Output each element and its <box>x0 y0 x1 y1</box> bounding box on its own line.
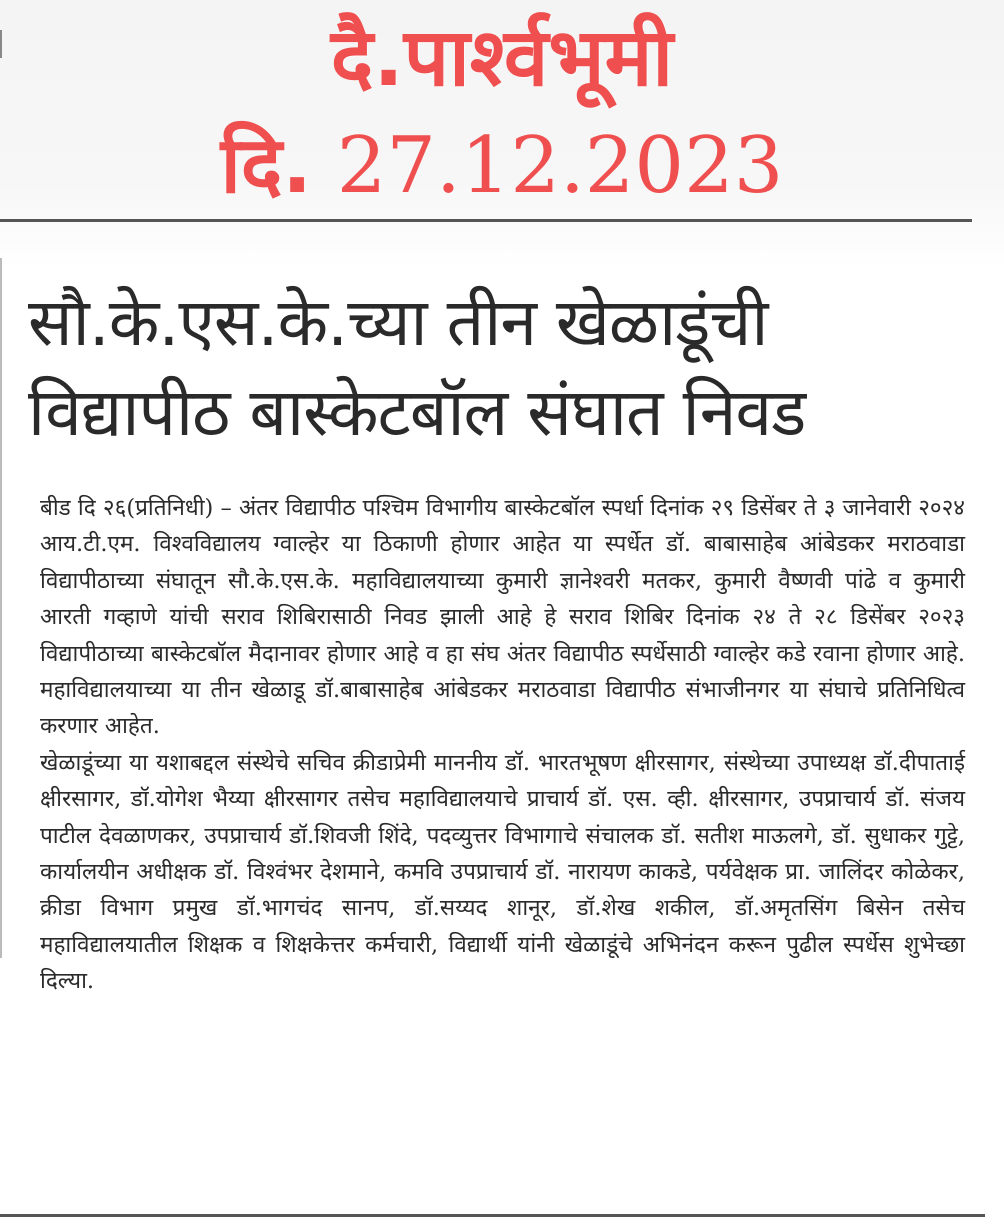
top-divider <box>0 219 972 222</box>
article-paragraph-2: खेळाडूंच्या या यशाबद्दल संस्थेचे सचिव क्रीडाप्रेमी माननीय डॉ. भारतभूषण क्षीरसागर, संस्थेच्या उपाध्यक्ष डॉ.दीपाताई क्षीरसागर, डॉ.योगेश भैय्या क्षीरसागर तसेच महाविद्यालयाचे प्राचार्य डॉ. एस. व्ही. क्षीरसागर, उपप्राचार्य डॉ. संजय पाटील देवळाणकर, उपप्राचार्य डॉ.शिवजी शिंदे, पदव्युत्तर विभागाचे संचालक डॉ. सतीश माऊलगे, डॉ. सुधाकर गुट्टे, कार्यालयीन अधीक्षक डॉ. विश्वंभर देशमाने, कमवि उपप्राचार्य डॉ. नारायण काकडे, पर्यवेक्षक प्रा. जालिंदर कोळेकर, क्रीडा विभाग प्रमुख डॉ.भागचंद सानप, डॉ.सय्यद शानूर, डॉ.शेख शकील, डॉ.अमृतसिंग बिसेन तसेच महाविद्यालयातील शिक्षक व शिक्षकेत्तर कर्मचारी, विद्यार्थी यांनी खेळाडूंचे अभिनंदन करून पुढील स्पर्धेस शुभेच्छा दिल्या. <box>40 749 965 995</box>
article-headline <box>28 278 988 458</box>
headline-line-1: सौ.के.एस.के.च्या तीन खेळाडूंची <box>28 284 768 361</box>
masthead <box>0 0 1004 215</box>
newspaper-name: दै.पार्श्वभूमी <box>330 11 674 104</box>
column-edge-line <box>0 258 2 958</box>
date-value: 27.12.2023 <box>336 121 784 211</box>
article-paragraph-1: बीड दि २६(प्रतिनिधी) – अंतर विद्यापीठ पश्चिम विभागीय बास्केटबॉल स्पर्धा दिनांक २९ डिसेंबर ते ३ जानेवारी २०२४ आय.टी.एम. विश्वविद्यालय ग्वाल्हेर या ठिकाणी होणार आहेत या स्पर्धेत डॉ. बाबासाहेब आंबेडकर मराठवाडा विद्यापीठाच्या संघातून सौ.के.एस.के. महाविद्यालयाच्या कुमारी ज्ञानेश्वरी मतकर, कुमारी वैष्णवी पांढे व कुमारी आरती गव्हाणे यांची सराव शिबिरासाठी निवड झाली आहे हे सराव शिबिर दिनांक २४ ते २८ डिसेंबर २०२३ विद्यापीठाच्या बास्केटबॉल मैदानावर होणार आहे व हा संघ अंतर विद्यापीठ स्पर्धेसाठी ग्वाल्हेर कडे रवाना होणार आहे. महाविद्यालयाच्या या तीन खेळाडू डॉ.बाबासाहेब आंबेडकर मराठवाडा विद्यापीठ संभाजीनगर या संघाचे प्रतिनिधित्व करणार आहेत. <box>40 495 965 740</box>
article-body <box>40 490 965 1000</box>
headline-line-2: विद्यापीठ बास्केटबॉल संघात निवड <box>28 374 806 451</box>
clipping-edge-mark <box>0 30 2 58</box>
publication-date <box>0 118 1004 214</box>
bottom-divider <box>0 1214 985 1217</box>
date-prefix: दि. <box>220 121 312 211</box>
